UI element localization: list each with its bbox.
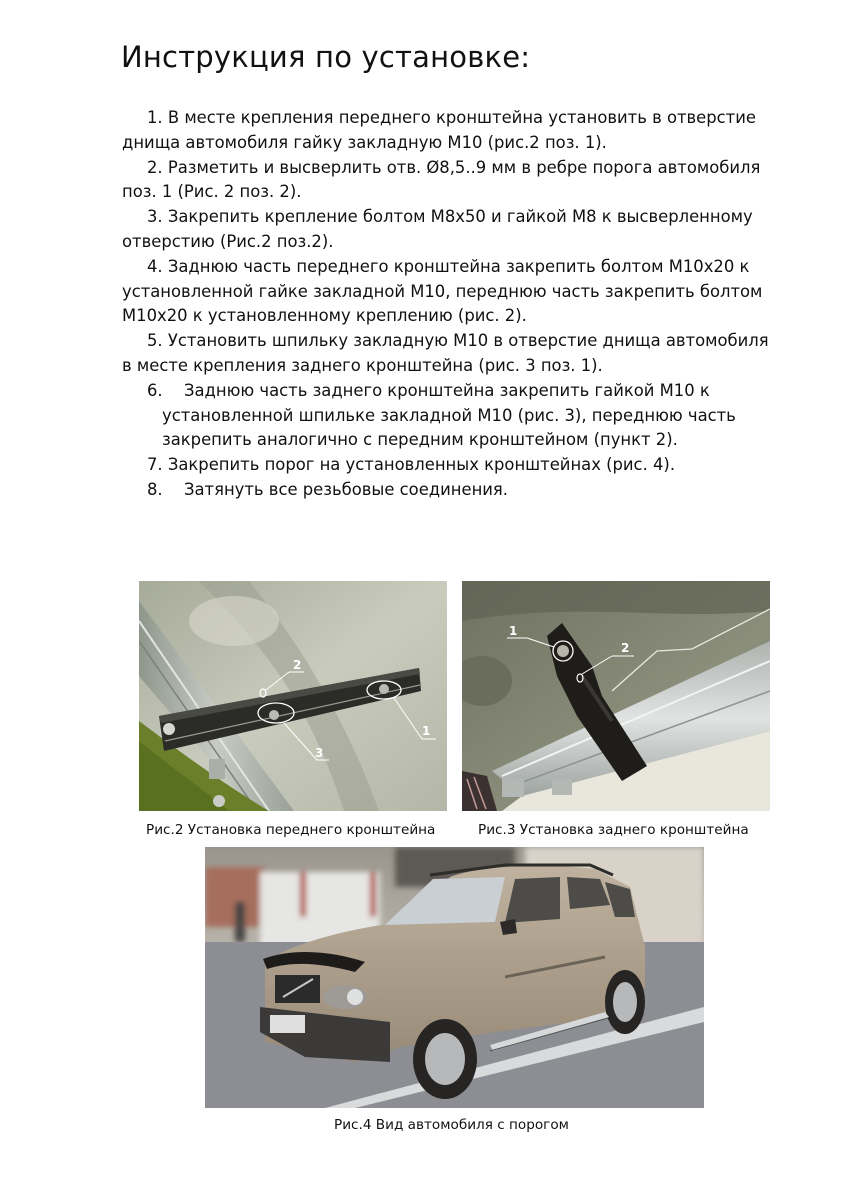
- callout-label: 3: [315, 746, 324, 760]
- step-text: Установить шпильку закладную М10 в отверстие днища автомобиля: [167, 331, 769, 351]
- step-3: [122, 205, 802, 255]
- step-number: 1.: [147, 108, 163, 127]
- figure-3-photo: [462, 581, 770, 811]
- step-text: Закрепить порог на установленных кронштейнах (рис. 4).: [167, 455, 676, 475]
- step-text: Заднюю часть переднего кронштейна закрепить болтом М10х20 к: [167, 256, 750, 276]
- step-text-continued: поз. 1 (Рис. 2 поз. 2).: [122, 182, 302, 202]
- step-1: [122, 106, 802, 156]
- figure-4-caption: Рис.4 Вид автомобиля с порогом: [334, 1117, 569, 1133]
- step-text-continued: установленной шпильке закладной М10 (рис. 3), переднюю часть: [162, 405, 736, 425]
- step-number: 3.: [147, 207, 163, 227]
- step-text: Заднюю часть заднего кронштейна закрепить гайкой М10 к: [184, 380, 710, 400]
- step-2: [122, 156, 802, 206]
- step-6: [122, 379, 802, 453]
- step-number: 2.: [147, 157, 163, 177]
- step-text: Разметить и высверлить отв. Ø8,5..9 мм в ребре порога автомобиля: [167, 157, 761, 177]
- instruction-steps: [122, 106, 802, 503]
- step-text: Закрепить крепление болтом М8х50 и гайкой М8 к высверленному: [167, 207, 753, 227]
- step-text-continued: М10х20 к установленному креплению (рис. 2).: [122, 306, 527, 326]
- callout-label: 1: [509, 624, 518, 638]
- step-text-continued: закрепить аналогично с передним кронштейном (пункт 2).: [162, 430, 678, 450]
- step-text: В месте крепления переднего кронштейна установить в отверстие: [167, 108, 756, 127]
- step-number: 8.: [147, 479, 163, 499]
- callout-label: 2: [621, 641, 630, 655]
- step-number: 4.: [147, 256, 163, 276]
- figure-4-photo: [205, 847, 704, 1108]
- step-number: 6.: [147, 380, 163, 400]
- step-text: Затянуть все резьбовые соединения.: [184, 479, 509, 499]
- figure-2-caption: Рис.2 Установка переднего кронштейна: [146, 822, 436, 838]
- step-5: [122, 329, 802, 379]
- step-8: [122, 478, 802, 503]
- step-number: 7.: [147, 455, 163, 475]
- front-bracket-image: [139, 581, 447, 811]
- step-number: 5.: [147, 331, 163, 351]
- figure-2-photo: [139, 581, 447, 811]
- step-text-continued: днища автомобиля гайку закладную М10 (рис.2 поз. 1).: [122, 132, 607, 152]
- callout-label: 2: [293, 658, 302, 672]
- page-title: Инструкция по установке:: [121, 40, 531, 74]
- step-4: [122, 255, 802, 329]
- rear-bracket-image: [462, 581, 770, 811]
- step-text-continued: установленной гайке закладной М10, переднюю часть закрепить болтом: [122, 281, 763, 301]
- car-with-running-board-image: [205, 847, 704, 1108]
- figure-3-caption: Рис.3 Установка заднего кронштейна: [478, 822, 749, 838]
- step-text-continued: в месте крепления заднего кронштейна (рис. 3 поз. 1).: [122, 355, 603, 375]
- step-7: [122, 453, 802, 478]
- callout-label: 1: [422, 724, 431, 738]
- step-text-continued: отверстию (Рис.2 поз.2).: [122, 231, 334, 251]
